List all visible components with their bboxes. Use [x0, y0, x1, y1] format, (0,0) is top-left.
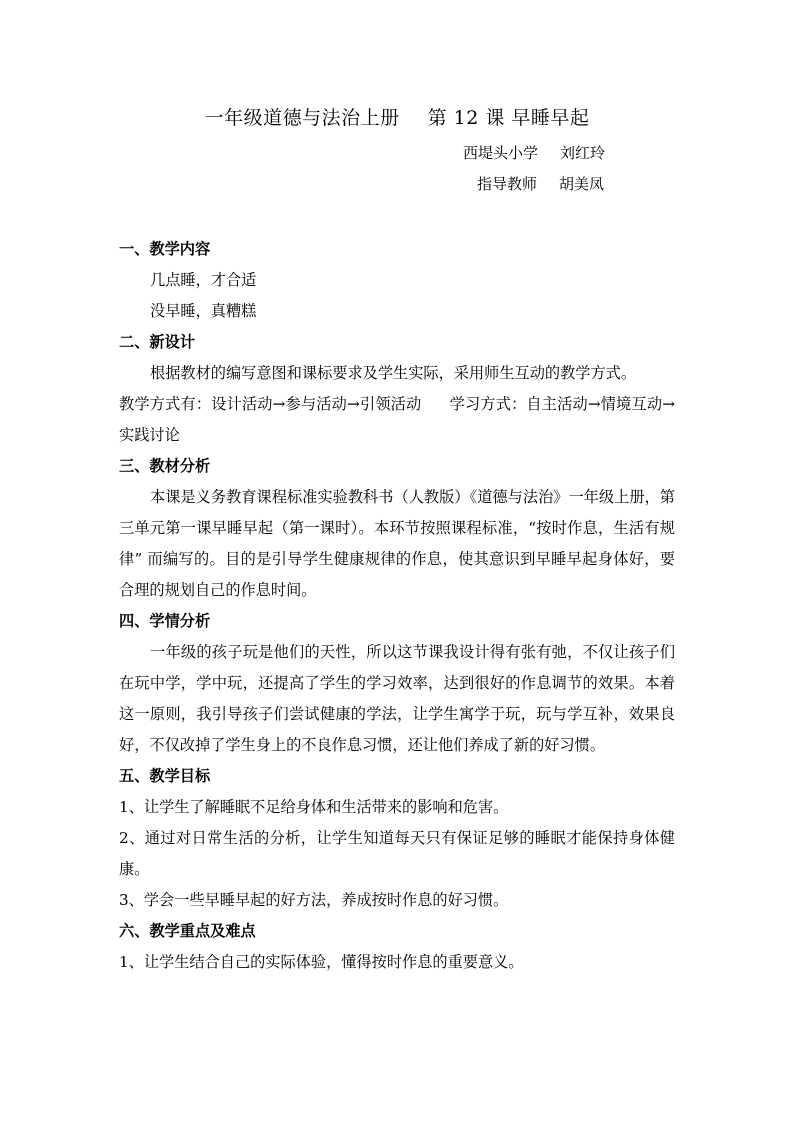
- goal-item: 2、通过对日常生活的分析，让学生知道每天只有保证足够的睡眠才能保持身体健康。: [119, 829, 675, 878]
- paragraph-methods: [119, 389, 675, 451]
- key-point-item: 1、让学生结合自己的实际体验，懂得按时作息的重要意义。: [119, 953, 524, 971]
- section-heading: 五、教学目标: [119, 767, 211, 785]
- section-heading: 二、新设计: [119, 333, 195, 351]
- advisor-name: 胡美凤: [559, 175, 605, 193]
- school-name: 西堤头小学: [463, 144, 539, 162]
- advisor-line: [477, 173, 604, 195]
- advisor-label: 指导教师: [477, 175, 538, 193]
- learning-methods: 学习方式：自主活动→情境互动→实践讨论: [119, 395, 676, 444]
- teaching-methods: 教学方式有：设计活动→参与活动→引领活动: [119, 395, 422, 413]
- content-item: 几点睡，才合适: [150, 271, 257, 289]
- paragraph: 本课是义务教育课程标准实验教科书（人教版）《道德与法治》一年级上册，第三单元第一课早睡早起（第一课时）。本环节按照课程标准，“按时作息，生活有规律” 而编写的。目的是引导学生健康规律的作息，使其意识到早睡早起身体好，要合理的规划自己的作息时间。: [119, 488, 675, 599]
- section-heading: 四、学情分析: [119, 612, 211, 630]
- title-course: 一年级道德与法治上册: [204, 107, 400, 129]
- section-heading: 三、教材分析: [119, 457, 211, 475]
- document-body: [119, 234, 675, 978]
- paragraph: 一年级的孩子玩是他们的天性，所以这节课我设计得有张有弛，不仅让孩子们在玩中学，学中玩，还提高了学生的学习效率，达到很好的作息调节的效果。本着这一原则，我引导孩子们尝试健康的学法，让学生寓学于玩，玩与学互补，效果良好，不仅改掉了学生身上的不良作息习惯，还让他们养成了新的好习惯。: [119, 643, 675, 754]
- content-item: 没早睡，真糟糕: [150, 302, 257, 320]
- section-heading: 一、教学内容: [119, 240, 211, 258]
- author-name: 刘红玲: [560, 144, 606, 162]
- goal-item: 1、让学生了解睡眠不足给身体和生活带来的影响和危害。: [119, 798, 509, 816]
- page-title: [0, 104, 794, 132]
- title-lesson: 第 12 课 早睡早起: [427, 107, 590, 129]
- paragraph: 根据教材的编写意图和课标要求及学生实际，采用师生互动的教学方式。: [150, 364, 636, 382]
- section-heading: 六、教学重点及难点: [119, 922, 256, 940]
- author-line: [463, 142, 605, 164]
- goal-item: 3、学会一些早睡早起的好方法，养成按时作息的好习惯。: [119, 891, 509, 909]
